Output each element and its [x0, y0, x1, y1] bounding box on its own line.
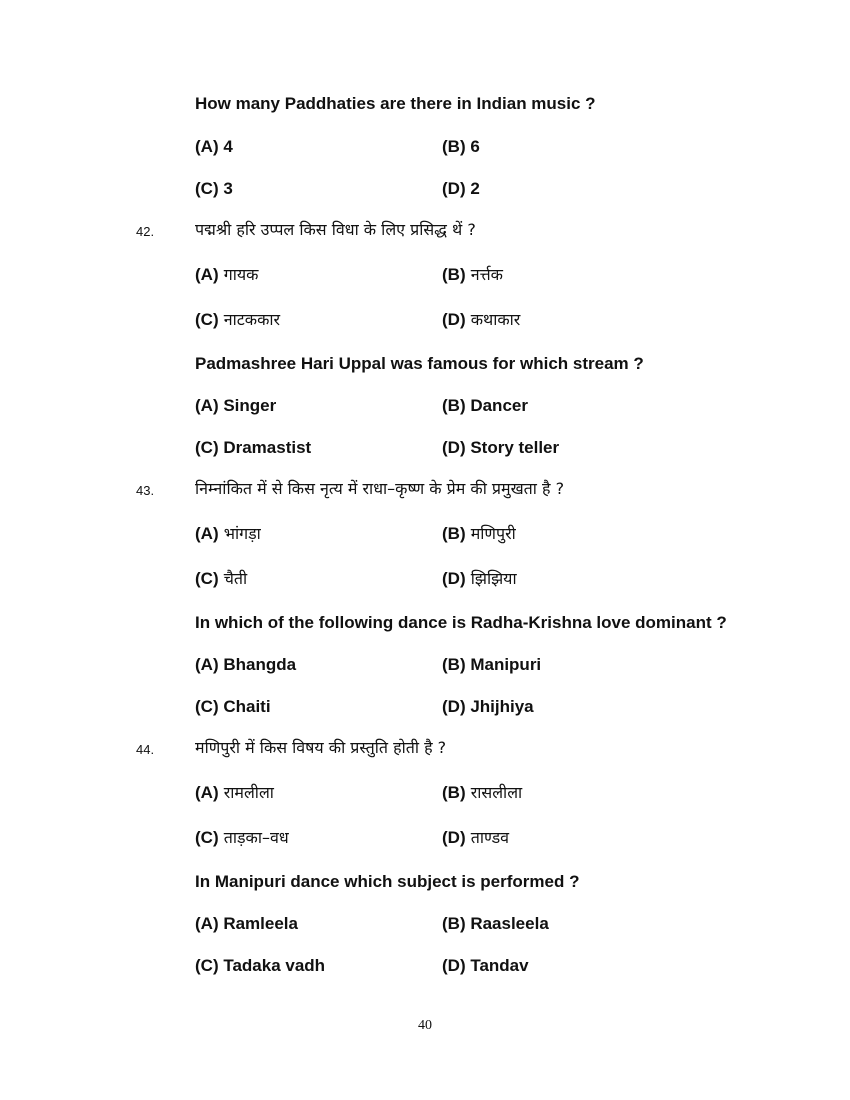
option-b-hindi [442, 524, 516, 544]
question-43-hindi: निम्नांकित में से किस नृत्य में राधा–कृष्ण के प्रेम की प्रमुखता है ? [195, 479, 565, 498]
option-label: (A) [195, 265, 219, 284]
question-44-hindi: मणिपुरी में किस विषय की प्रस्तुति होती है ? [195, 738, 447, 757]
option-label: (D) [442, 310, 466, 329]
option-d-hindi [442, 310, 520, 330]
option-d: (D) 2 [442, 179, 480, 198]
option-label: (C) [195, 310, 219, 329]
option-text: मणिपुरी [470, 524, 516, 543]
option-b: (B) Raasleela [442, 914, 549, 933]
option-c-hindi [195, 828, 289, 848]
option-b: (B) Manipuri [442, 655, 542, 674]
question-41-english: How many Paddhaties are there in Indian music ? [195, 94, 596, 113]
option-a: (A) Ramleela [195, 914, 298, 933]
option-label: (D) [442, 828, 466, 847]
option-label: (C) [195, 569, 219, 588]
option-d: (D) Tandav [442, 956, 529, 975]
question-44-english: In Manipuri dance which subject is performed ? [195, 872, 580, 891]
option-text: ताड़का–वध [223, 828, 289, 847]
option-c: (C) Chaiti [195, 697, 271, 716]
option-text: कथाकार [470, 310, 521, 329]
option-text: चैती [223, 569, 248, 588]
option-d: (D) Story teller [442, 438, 560, 457]
option-label: (B) [442, 783, 466, 802]
option-d-hindi [442, 828, 509, 848]
option-label: (B) [442, 265, 466, 284]
option-label: (B) [442, 524, 466, 543]
option-label: (D) [442, 569, 466, 588]
question-42-hindi: पद्मश्री हरि उप्पल किस विधा के लिए प्रसिद्ध थें ? [195, 220, 476, 239]
option-a-hindi [195, 524, 261, 544]
option-label: (C) [195, 828, 219, 847]
option-a-hindi [195, 783, 274, 803]
option-c: (C) 3 [195, 179, 233, 198]
question-42-english: Padmashree Hari Uppal was famous for which stream ? [195, 354, 644, 373]
option-text: भांगड़ा [223, 524, 261, 543]
option-label: (A) [195, 524, 219, 543]
option-text: गायक [223, 265, 259, 284]
option-a: (A) 4 [195, 137, 233, 156]
option-text: रामलीला [223, 783, 274, 802]
page-number: 40 [418, 1018, 432, 1033]
option-a: (A) Bhangda [195, 655, 297, 674]
question-number-42: 42. [136, 224, 155, 239]
option-a: (A) Singer [195, 396, 277, 415]
option-text: ताण्डव [470, 828, 510, 847]
option-c-hindi [195, 310, 280, 330]
option-text: नाटककार [223, 310, 281, 329]
option-b-hindi [442, 265, 503, 285]
option-c: (C) Dramastist [195, 438, 312, 457]
option-d: (D) Jhijhiya [442, 697, 534, 716]
option-text: झिझिया [470, 569, 517, 588]
option-label: (A) [195, 783, 219, 802]
option-text: नर्त्तक [470, 265, 503, 284]
option-b: (B) 6 [442, 137, 480, 156]
question-43-english: In which of the following dance is Radha-Krishna love dominant ? [195, 613, 727, 632]
option-b: (B) Dancer [442, 396, 528, 415]
question-number-44: 44. [136, 742, 155, 757]
option-c-hindi [195, 569, 247, 589]
option-d-hindi [442, 569, 517, 589]
question-number-43: 43. [136, 483, 155, 498]
option-a-hindi [195, 265, 258, 285]
option-c: (C) Tadaka vadh [195, 956, 326, 975]
option-text: रासलीला [470, 783, 523, 802]
option-b-hindi [442, 783, 522, 803]
